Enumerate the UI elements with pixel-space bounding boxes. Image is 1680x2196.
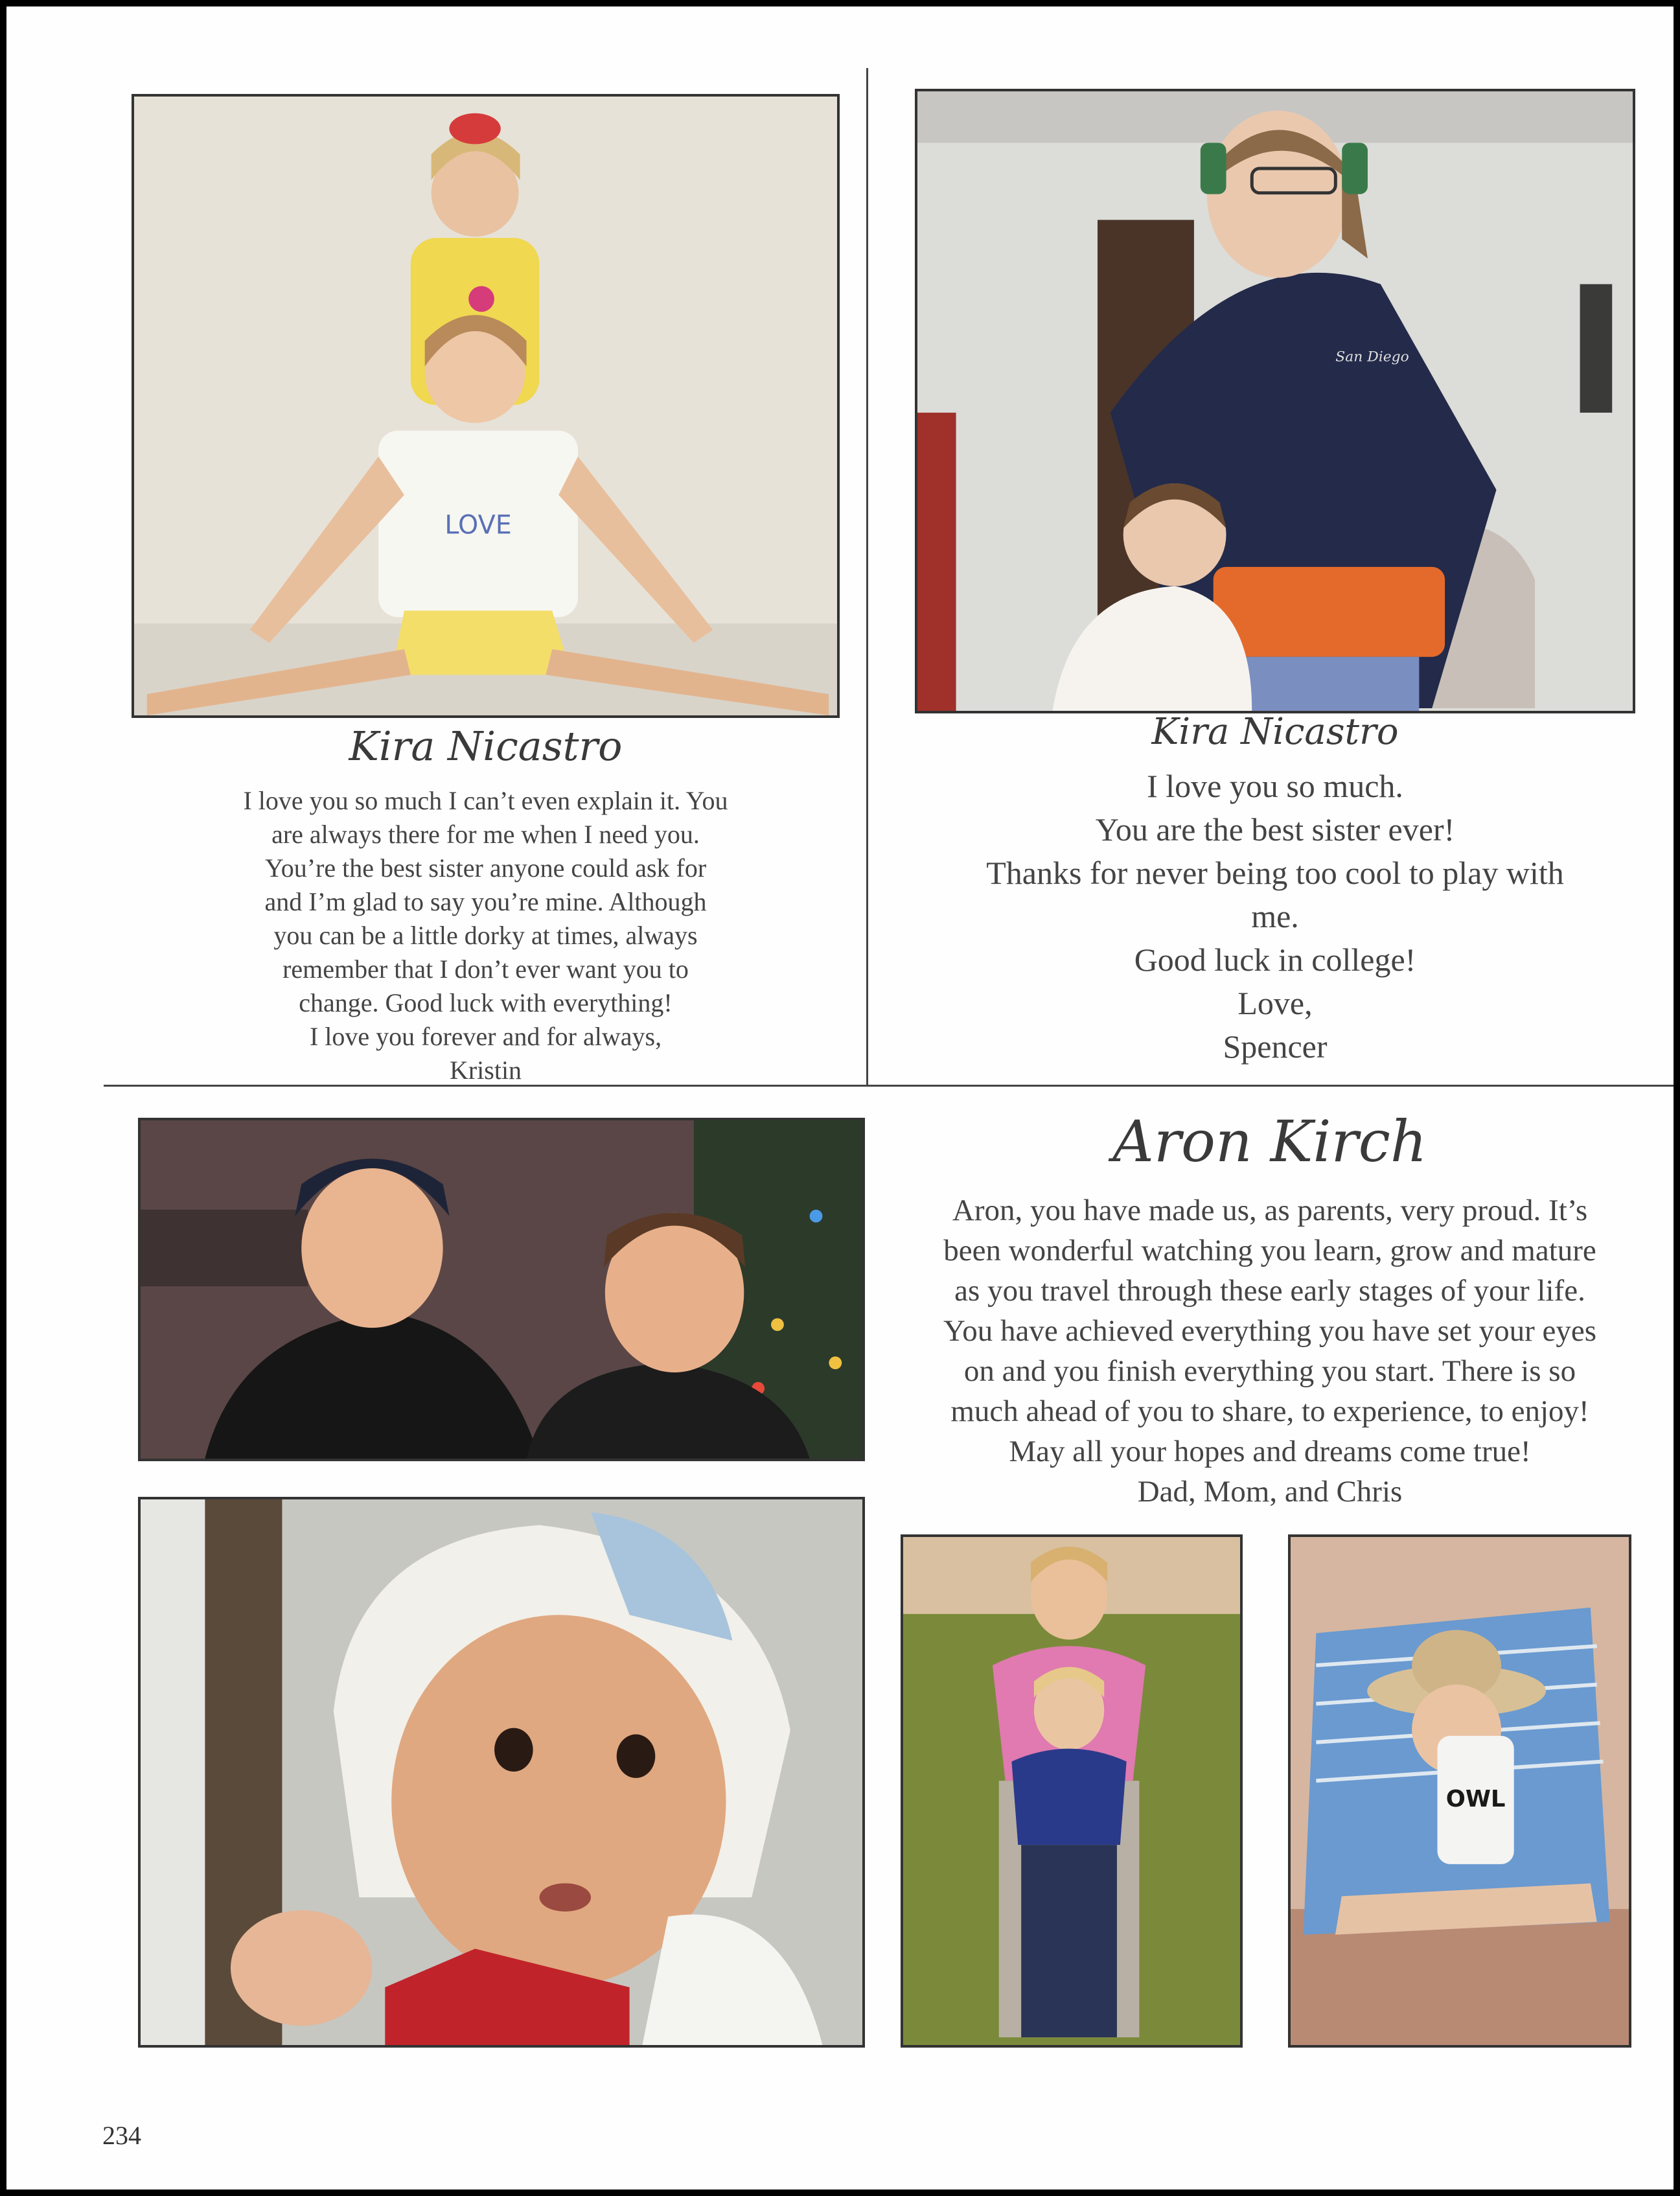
message-line: I love you forever and for always, — [309, 1022, 662, 1051]
photo-brothers-grass — [901, 1534, 1243, 2048]
kira-message-right — [915, 765, 1635, 1069]
message-line: on and you finish everything you start. There is so — [963, 1354, 1576, 1388]
message-line: You’re the best sister anyone could ask for — [264, 853, 707, 883]
message-line: I love you so much I can’t even explain it. You — [243, 786, 728, 815]
message-line: Good luck in college! — [1134, 942, 1416, 978]
message-line: Aron, you have made us, as parents, very proud. It’s — [952, 1194, 1588, 1227]
column-divider — [866, 68, 868, 1085]
sweatshirt-text: San Diego — [1335, 349, 1409, 365]
aron-name: Aron Kirch — [1112, 1108, 1427, 1175]
aron-message — [881, 1190, 1659, 1512]
message-line: are always there for me when I need you. — [271, 820, 700, 849]
kira-name-left: Kira Nicastro — [349, 722, 623, 770]
message-line: been wonderful watching you learn, grow and mature — [943, 1234, 1596, 1267]
message-line: change. Good luck with everything! — [299, 988, 673, 1017]
shirt-text: LOVE — [444, 510, 512, 540]
message-signature: Kristin — [449, 1056, 522, 1085]
message-line: Love, — [1237, 985, 1313, 1021]
message-line: I love you so much. — [1147, 768, 1403, 804]
page-number: 234 — [102, 2121, 141, 2150]
kira-message-left — [132, 784, 840, 1087]
message-line: You have achieved everything you have set your eyes — [943, 1314, 1597, 1348]
message-line: You are the best sister ever! — [1095, 811, 1455, 848]
photo-baby — [138, 1497, 865, 2048]
message-line: and I’m glad to say you’re mine. Although — [264, 887, 707, 916]
section-divider — [104, 1085, 1678, 1087]
message-line: May all your hopes and dreams come true! — [1009, 1435, 1531, 1468]
message-line: Thanks for never being too cool to play with — [986, 855, 1564, 891]
message-signature: Dad, Mom, and Chris — [1137, 1475, 1403, 1508]
photo-two-girls — [132, 94, 840, 718]
message-line: much ahead of you to share, to experience, to enjoy! — [950, 1394, 1589, 1428]
photo-two-teens — [138, 1118, 865, 1461]
message-line: me. — [1251, 898, 1299, 934]
kira-name-right: Kira Nicastro — [1151, 711, 1399, 753]
message-line: remember that I don’t ever want you to — [282, 954, 689, 984]
message-line: you can be a little dorky at times, always — [273, 921, 698, 950]
message-signature: Spencer — [1223, 1028, 1328, 1065]
cup-text: OWL — [1445, 1785, 1506, 1812]
message-line: as you travel through these early stages of your life. — [954, 1274, 1585, 1308]
photo-beach-chair — [1288, 1534, 1631, 2048]
photo-headsets — [915, 89, 1635, 713]
